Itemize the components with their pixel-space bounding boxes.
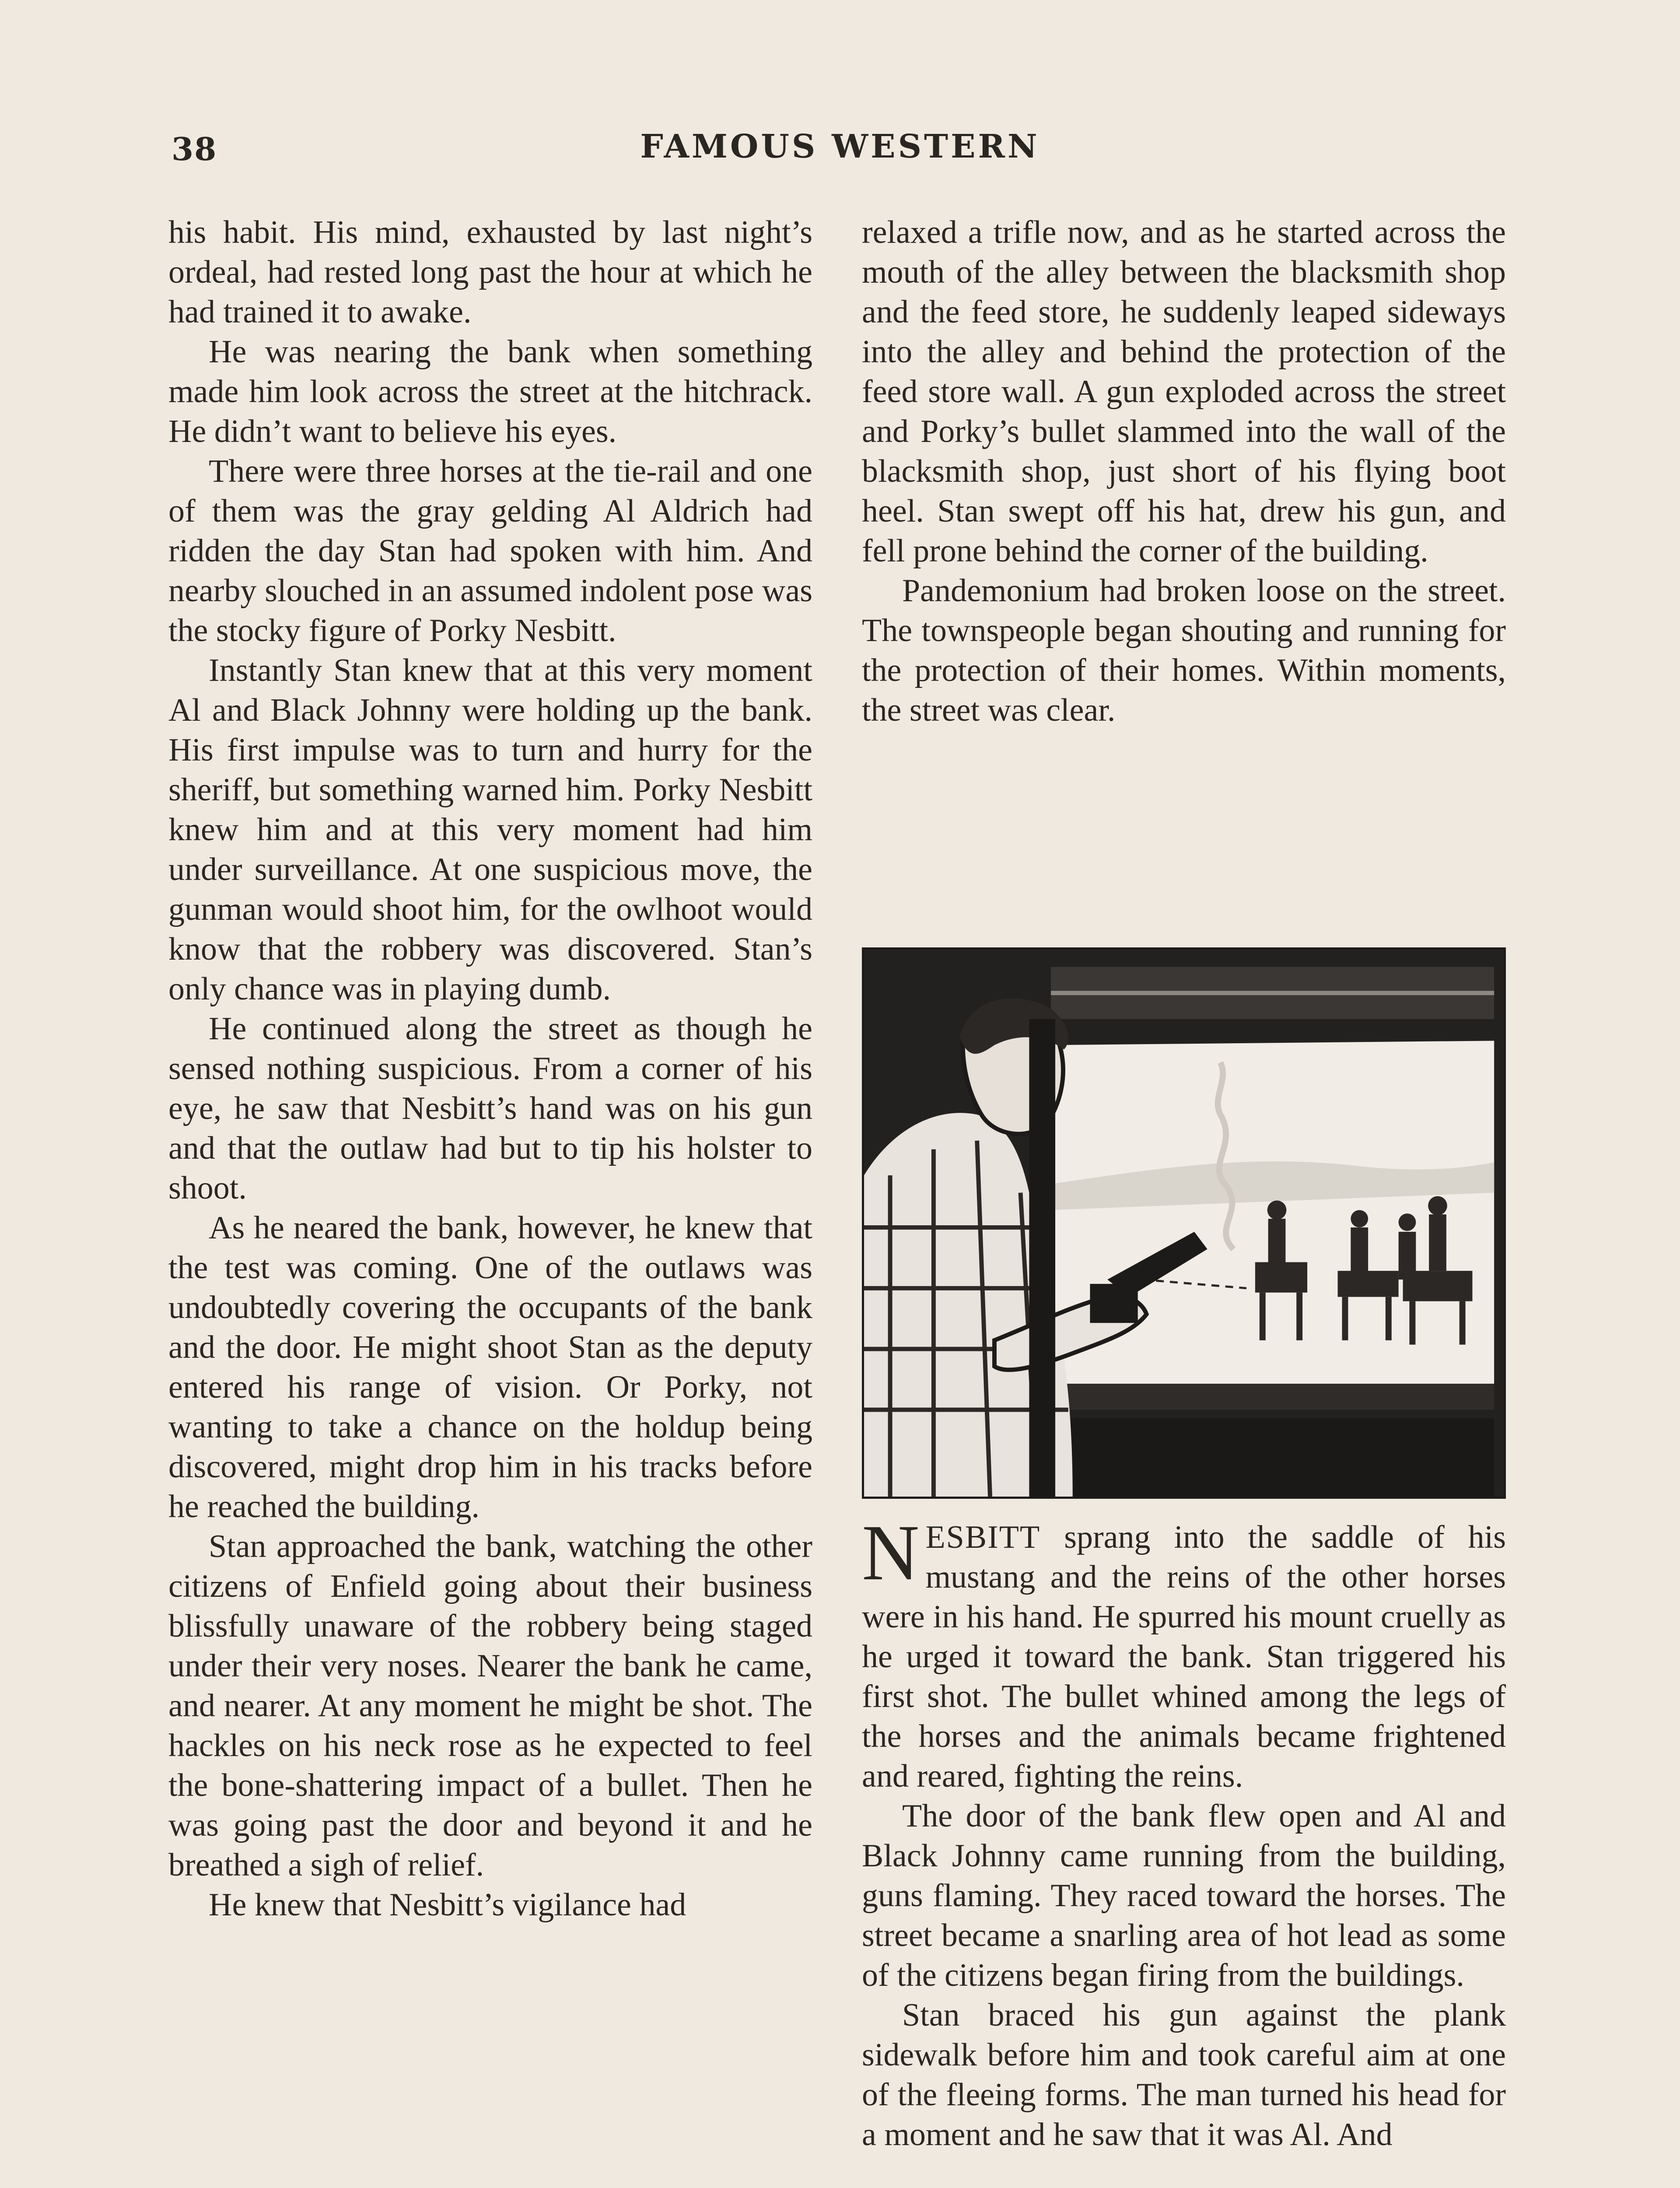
left-text-column [168, 213, 812, 1925]
paragraph: He knew that Nesbitt’s vigilance had [209, 1887, 686, 1923]
paragraph: There were three horses at the tie-rail and one of them was the gray gelding Al Aldrich had ridden the day Stan had spoken with him. And nearby slouched in an assumed indolent pose was the stocky figure of Porky Nesbitt. [168, 453, 812, 649]
paragraph: As he neared the bank, however, he knew that the test was coming. One of the outlaws was undoubtedly covering the occupants of the bank and the door. He might shoot Stan as the deputy entered his range of vision. Or Porky, not wanting to take a chance on the holdup being discovered, might drop him in his tracks before he reached the building. [168, 1210, 812, 1525]
paragraph: his habit. His mind, exhausted by last night’s ordeal, had rested long past the hour at which he had trained it to awake. [168, 214, 812, 330]
page-number: 38 [172, 130, 217, 168]
gunfighter-illustration-icon [864, 950, 1504, 1497]
story-illustration [862, 947, 1506, 1499]
paragraph: The door of the bank flew open and Al and Black Johnny came running from the building, guns flaming. They raced toward the horses. The street became a snarling area of hot lead as some of the citizens began firing from the buildings. [862, 1798, 1506, 1993]
paragraph: Stan braced his gun against the plank sidewalk before him and took careful aim at one of the fleeing forms. The man turned his head for a moment and he saw that it was Al. And [862, 1997, 1506, 2153]
paragraph: Stan approached the bank, watching the other citizens of Enfield going about their business blissfully unaware of the robbery being staged under their very noses. Nearer the bank he came, and nearer. At any moment he might be shot. The hackles on his neck rose as he expected to feel the bone-shattering impact of a bullet. Then he was going past the door and beyond it and he breathed a sigh of relief. [168, 1529, 812, 1883]
right-text-column-top [862, 213, 1506, 730]
paragraph: relaxed a trifle now, and as he started across the mouth of the alley between the blacksmith shop and the feed store, he suddenly leaped sideways into the alley and behind the protection of the feed store wall. A gun exploded across the street and Porky’s bullet slammed into the wall of the blacksmith shop, just short of his flying boot heel. Stan swept off his hat, drew his gun, and fell prone behind the corner of the building. [862, 214, 1506, 569]
right-text-column-bottom [862, 1509, 1506, 2155]
paragraph [862, 1509, 1506, 1796]
magazine-title: FAMOUS WESTERN [640, 128, 1040, 165]
paragraph: He was nearing the bank when something made him look across the street at the hitchrack. He didn’t want to believe his eyes. [168, 334, 812, 449]
paragraph-text: sprang into the saddle of his mustang and the reins of the other horses were in his hand. He spurred his mount cruelly as he urged it toward the bank. Stan triggered his first shot. The bullet whined among the legs of the horses and the animals became frightened and reared, fighting the reins. [862, 1519, 1506, 1794]
paragraph: Instantly Stan knew that at this very moment Al and Black Johnny were holding up the bank. His first impulse was to turn and hurry for the sheriff, but something warned him. Porky Nesbitt knew him and at this very moment had him under surveillance. At one suspicious move, the gunman would shoot him, for the owlhoot would know that the robbery was discovered. Stan’s only chance was in playing dumb. [168, 652, 812, 1007]
paragraph: He continued along the street as though he sensed nothing suspicious. From a corner of his eye, he saw that Nesbitt’s hand was on his gun and that the outlaw had but to tip his holster to shoot. [168, 1011, 812, 1206]
drop-cap: N [862, 1509, 920, 1597]
lead-in: ESBITT [925, 1519, 1041, 1555]
paragraph: Pandemonium had broken loose on the street. The townspeople began shouting and running for the protection of their homes. Within moments, the street was clear. [862, 573, 1506, 728]
